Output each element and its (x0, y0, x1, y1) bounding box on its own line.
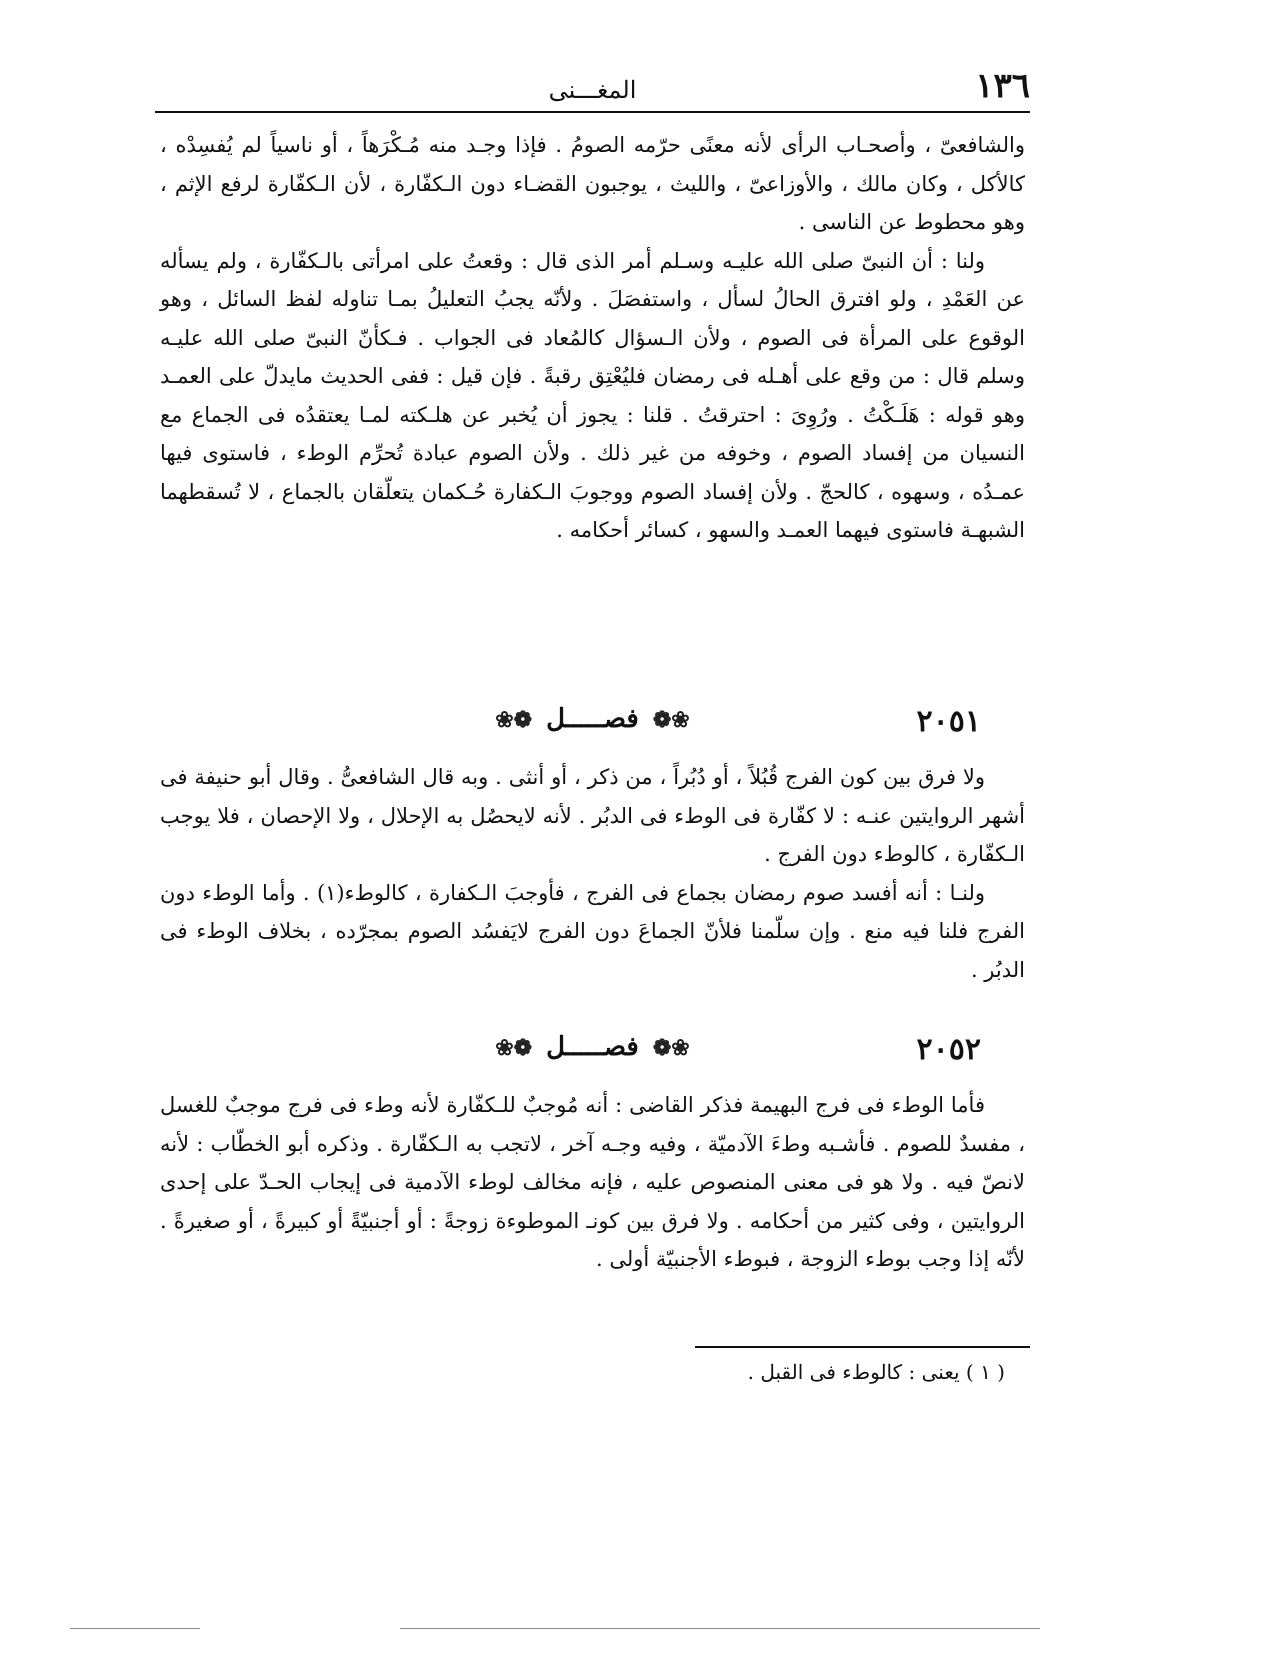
ornament-icon: ❀❁ (652, 1035, 690, 1061)
text-block-1 (160, 126, 1025, 550)
section-title: فصـــــل (546, 1032, 639, 1062)
scan-edge-line (400, 1628, 1040, 1629)
ornament-icon: ❁❀ (495, 1035, 533, 1061)
section-title-row (160, 1032, 1025, 1062)
paragraph: والشافعىّ ، وأصحـاب الرأى لأنه معنًى حرّمه الصومُ . فإذا وجـد منه مُـكْرَهاً ، أو ناسياً لم يُفسِدْه ، كالأكل ، وكان مالك ، والأوزاعىّ ، والليث ، يوجبون القضـاء دون الـكفّارة ، لأن الـكفّارة لرفع الإثم ، وهو محطوط عن الناسى . (160, 133, 1025, 234)
section-title: فصـــــل (546, 704, 639, 734)
page-number: ١٣٦ (975, 66, 1030, 106)
paragraph: ولا فرق بين كون الفرج قُبُلاً ، أو دُبُراً ، من ذكر ، أو أنثى . وبه قال الشافعىُّ . وقال أبو حنيفة فى أشهر الروايتين عنـه : لا كفّارة فى الوطء فى الدبُر . لأنه لايحصُل به الإحلال ، ولا الإحصان ، فلا يوجب الـكفّارة ، كالوطء دون الفرج . (160, 765, 1025, 866)
header-rule (155, 111, 1030, 113)
ornament-icon: ❁❀ (495, 707, 533, 733)
section-number: ٢٠٥١ (916, 704, 981, 739)
paragraph: ولنا : أن النبىّ صلى الله عليـه وسـلم أمر الذى قال : وقعتُ على امرأتى بالـكفّارة ، ولم يسأله عن العَمْدِ ، ولو افترق الحالُ لسأل ، واستفصَلَ . ولأنّه يجبُ التعليلُ بمـا تناوله لفظ السائل ، وهو الوقوع على المرأة فى الصوم ، ولأن الـسؤال كالمُعاد فى الجواب . فـكأنّ النبىّ صلى الله عليـه وسلم قال : من وقع على أهـله فى رمضان فليُعْتِق رقبةً . فإن قيل : ففى الحديث مايدلّ على العمـد وهو قوله : هَلَـكْتُ . ورُوِىَ : احترقتُ . قلنا : يجوز أن يُخبر عن هلـكته لمـا يعتقدُه فى الجماع مع النسيان من إفساد الصوم ، وخوفه من غير ذلك . ولأن الصوم عبادة تُحرِّم الوطء ، فاستوى فيها عمـدُه ، وسهوه ، كالحجّ . ولأن إفساد الصوم ووجوبَ الـكفارة حُـكمان يتعلّقان بالجماع ، لا تُسقطهما الشبهـة فاستوى فيهما العمـد والسهو ، كسائر أحكامه . (160, 248, 1025, 542)
section-number: ٢٠٥٢ (916, 1032, 981, 1067)
running-title: المغـــنى (548, 76, 637, 104)
text-block-3 (160, 1086, 1025, 1279)
footnote-rule (695, 1346, 1030, 1348)
ornament-icon: ❀❁ (652, 707, 690, 733)
paragraph: ولنـا : أنه أفسد صوم رمضان بجماع فى الفرج ، فأوجبَ الـكفارة ، كالوطء(١) . وأما الوطء دون الفرج فلنا فيه منع . وإن سلّمنا فلأنّ الجماعَ دون الفرج لايَفسُد الصوم بمجرّده ، بخلاف الوطء فى الدبُر . (160, 880, 1025, 982)
page-header (155, 62, 1030, 110)
paragraph: فأما الوطء فى فرج البهيمة فذكر القاضى : أنه مُوجبٌ للـكفّارة لأنه وطء فى فرج موجبٌ للغسل ، مفسدٌ للصوم . فأشـبه وطءَ الآدميّة ، وفيه وجـه آخر ، لاتجب به الـكفّارة . وذكره أبو الخطّاب : لأنه لانصّ فيه . ولا هو فى معنى المنصوص عليه ، فإنه مخالف لوطء الآدمية فى إيجاب الحـدّ على إحدى الروايتين ، وفى كثير من أحكامه . ولا فرق بين كونـ الموطوءة زوجةً : أو أجنبيّةً أو كبيرةً ، أو صغيرةً . لأنّه إذا وجب بوطء الزوجة ، فبوطء الأجنبيّة أولى . (160, 1093, 1025, 1271)
section-heading-2052 (160, 1026, 1025, 1082)
footnote: ( ١ ) يعنى : كالوطء فى القبل . (747, 1360, 1005, 1384)
text-block-2 (160, 758, 1025, 989)
section-title-row (160, 704, 1025, 734)
scan-edge-line (70, 1628, 200, 1629)
section-heading-2051 (160, 698, 1025, 754)
